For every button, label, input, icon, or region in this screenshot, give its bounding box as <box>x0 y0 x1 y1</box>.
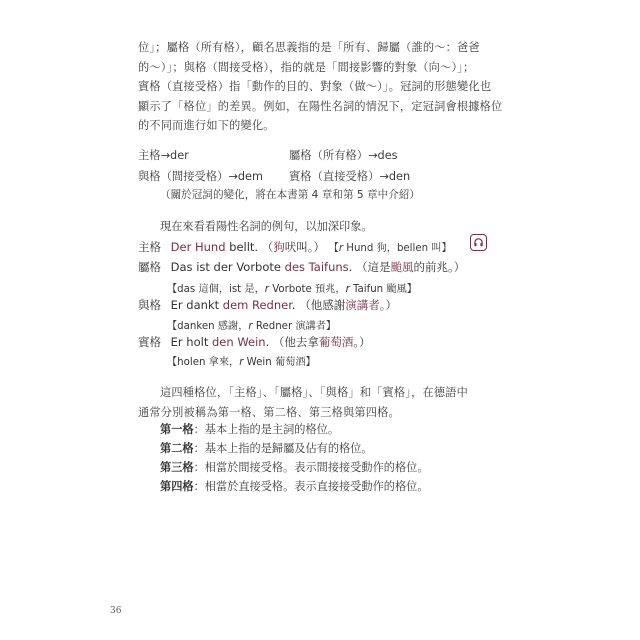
definition-term: 第二格 <box>160 442 194 455</box>
highlight-phrase: den Wein <box>212 335 266 349</box>
examples-intro: 現在來看看陽性名詞的例句，以加深印象。 <box>160 220 373 233</box>
intro-paragraph <box>138 38 503 136</box>
paragraph-line: 的不同而進行如下的變化。 <box>138 119 275 133</box>
definition-term: 第四格 <box>160 480 194 493</box>
case-row-1 <box>138 147 398 163</box>
example-nominative <box>138 239 452 255</box>
case-row-2 <box>138 168 411 184</box>
highlight-phrase: Der Hund <box>170 240 226 254</box>
paragraph-line: 位」；屬格（所有格），顧名思義指的是「所有、歸屬（誰的～：爸爸 <box>138 41 480 54</box>
paragraph-line: 這四種格位，「主格」、「屬格」、「與格」和「賓格」，在德語中 <box>160 386 469 399</box>
case-label: 與格 <box>138 298 161 312</box>
definition-text: ：基本上指的是歸屬及佔有的格位。 <box>193 442 373 455</box>
vocab-note: 【danken 感謝，r Redner 演講者】 <box>167 321 337 332</box>
paragraph-line: 通常分別被稱為第一格、第二格、第三格與第四格。 <box>138 405 400 419</box>
case-note: （關於冠詞的變化，將在本書第 4 章和第 5 章中介紹） <box>160 189 421 201</box>
vocab-note: 【r Hund 狗，bellen 叫】 <box>328 243 452 254</box>
genitive-article: 屬格（所有格）→des <box>289 149 398 162</box>
german-sentence: Er dankt dem Redner. <box>170 298 296 312</box>
nominative-article: 主格→der <box>138 149 189 162</box>
chinese-translation: （他去拿葡萄酒。） <box>272 335 371 349</box>
definition-text: ：相當於直接受格。表示直接接受動作的格位。 <box>193 480 429 493</box>
case-label: 主格 <box>138 240 161 254</box>
chinese-translation: （狗吠叫。） <box>261 240 325 254</box>
highlight-translation: 狗 <box>273 240 285 254</box>
summary-paragraph <box>138 383 500 422</box>
example-dative <box>138 297 397 313</box>
highlight-phrase: dem Redner <box>222 298 292 312</box>
example-accusative <box>138 334 371 350</box>
highlight-translation: 颱風 <box>390 260 414 274</box>
german-sentence: Er holt den Wein. <box>170 335 270 349</box>
vocab-note: 【holen 拿來，r Wein 葡萄酒】 <box>167 357 316 368</box>
vocab-note: 【das 這個，ist 是，r Vorbote 預兆，r Taifun 颱風】 <box>167 284 417 295</box>
highlight-phrase: des Taifuns <box>284 260 349 274</box>
definition-third-case <box>160 459 429 475</box>
page-number: 36 <box>110 606 122 616</box>
paragraph-line: 的～）」；與格（間接受格），指的就是「間接影響的對象（向～）」； <box>138 60 475 74</box>
paragraph-line: 賓格（直接受格）指「動作的目的、對象（做～）」。冠詞的形態變化也 <box>138 80 492 94</box>
definition-term: 第三格 <box>160 461 194 474</box>
german-sentence: Der Hund bellt. <box>170 240 259 254</box>
definition-term: 第一格 <box>160 423 194 436</box>
definition-first-case <box>160 421 339 437</box>
definition-text: ：相當於間接受格。表示間接接受動作的格位。 <box>193 461 429 474</box>
headphones-icon[interactable] <box>470 234 487 251</box>
definition-fourth-case <box>160 478 429 494</box>
chinese-translation: （這是颱風的前兆。） <box>355 260 466 274</box>
dative-article: 與格（間接受格）→dem <box>138 170 263 183</box>
highlight-translation: 演講者 <box>345 298 380 312</box>
definition-text: ：基本上指的是主詞的格位。 <box>193 423 340 436</box>
case-label: 賓格 <box>138 335 161 349</box>
chinese-translation: （他感謝演講者。） <box>299 298 397 312</box>
accusative-article: 賓格（直接受格）→den <box>289 170 411 183</box>
definition-second-case <box>160 440 373 456</box>
german-sentence: Das ist der Vorbote des Taifuns. <box>170 260 353 274</box>
highlight-translation: 葡萄酒 <box>318 335 354 349</box>
case-label: 屬格 <box>138 260 161 274</box>
example-genitive <box>138 259 465 275</box>
paragraph-line: 顯示了「格位」的差異。例如，在陽性名詞的情況下，定冠詞會根據格位 <box>138 99 503 113</box>
